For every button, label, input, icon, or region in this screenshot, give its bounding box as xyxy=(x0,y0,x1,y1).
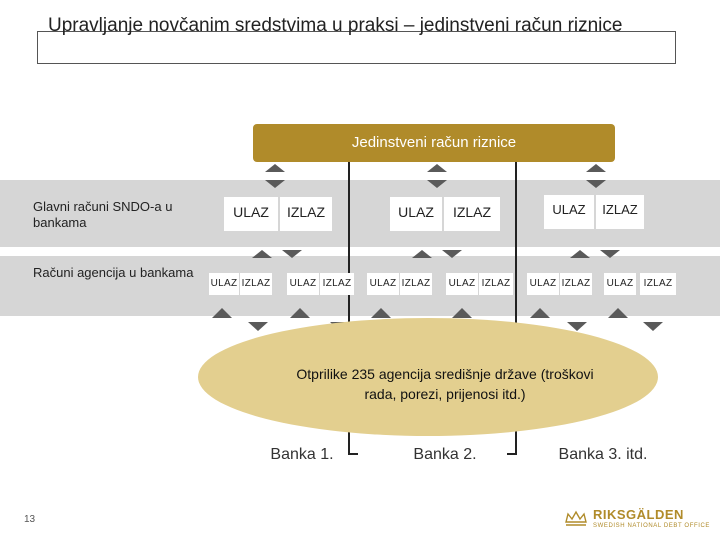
main-account-2-outflow: IZLAZ xyxy=(444,197,500,231)
arrow-down xyxy=(600,250,620,258)
arrow-up xyxy=(608,308,628,318)
logo-name: RIKSGÄLDEN xyxy=(593,507,684,522)
arrow-up xyxy=(530,308,550,318)
bank-3-label: Banka 3. itd. xyxy=(558,446,648,463)
main-account-3-inflow: ULAZ xyxy=(544,195,594,229)
arrow-up xyxy=(290,308,310,318)
arrow-down xyxy=(427,180,447,188)
arrow-up xyxy=(265,164,285,172)
agency-account-3-inflow: ULAZ xyxy=(367,273,399,295)
agency-accounts-label: Računi agencija u bankama xyxy=(33,265,194,280)
agency-account-1-outflow: IZLAZ xyxy=(240,273,272,295)
arrow-up xyxy=(570,250,590,258)
agency-account-4-inflow: ULAZ xyxy=(446,273,478,295)
riksgalden-logo xyxy=(563,508,710,530)
page-title: Upravljanje novčanim sredstvima u praksi – jedinstveni račun riznice xyxy=(48,15,623,36)
arrow-up xyxy=(412,250,432,258)
arrow-down xyxy=(282,250,302,258)
arrow-down xyxy=(248,322,268,331)
arrow-down xyxy=(586,180,606,188)
arrow-up xyxy=(212,308,232,318)
arrow-up xyxy=(252,250,272,258)
arrow-up xyxy=(427,164,447,172)
agency-account-5-outflow: IZLAZ xyxy=(560,273,592,295)
arrow-down xyxy=(643,322,663,331)
agency-account-5-inflow: ULAZ xyxy=(527,273,559,295)
agency-account-2-outflow: IZLAZ xyxy=(320,273,354,295)
logo-subtitle: SWEDISH NATIONAL DEBT OFFICE xyxy=(593,523,711,529)
agencies-text: Otprilike 235 agencija središnje države (troškovi rada, porezi, prijenosi itd.) xyxy=(296,366,594,402)
arrow-up xyxy=(452,308,472,318)
agency-account-6-outflow: IZLAZ xyxy=(640,273,676,295)
crown-icon xyxy=(563,508,589,530)
main-account-1-outflow: IZLAZ xyxy=(280,197,332,231)
page-number: 13 xyxy=(24,514,36,525)
bank-1-label: Banka 1. xyxy=(270,446,334,463)
arrow-down xyxy=(265,180,285,188)
main-account-2-inflow: ULAZ xyxy=(390,197,442,231)
arrow-up xyxy=(586,164,606,172)
arrow-down xyxy=(442,250,462,258)
treasury-single-account-header: Jedinstveni račun riznice xyxy=(253,124,615,162)
agency-account-1-inflow: ULAZ xyxy=(209,273,239,295)
main-account-3-outflow: IZLAZ xyxy=(596,195,644,229)
agency-account-6-inflow: ULAZ xyxy=(604,273,636,295)
agency-account-4-outflow: IZLAZ xyxy=(479,273,513,295)
agency-account-3-outflow: IZLAZ xyxy=(400,273,432,295)
main-accounts-label: Glavni računi SNDO-a u bankama xyxy=(33,199,173,230)
agency-account-2-inflow: ULAZ xyxy=(287,273,319,295)
bank-2-label: Banka 2. xyxy=(413,446,477,463)
arrow-up xyxy=(371,308,391,318)
main-account-1-inflow: ULAZ xyxy=(224,197,278,231)
